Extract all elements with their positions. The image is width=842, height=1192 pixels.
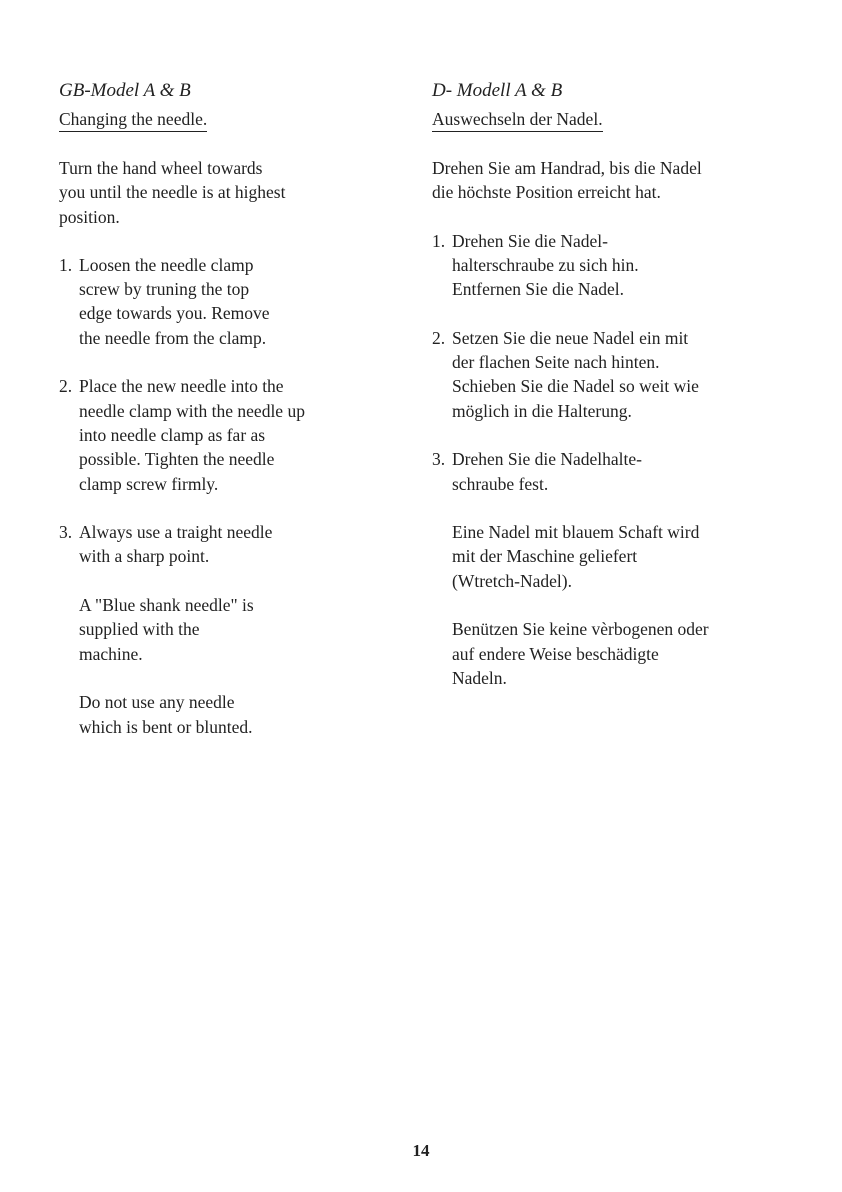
intro-text-en: Turn the hand wheel towards you until the needle is at highest position. — [59, 158, 286, 227]
step-item — [59, 374, 307, 495]
model-title-en: GB-Model A & B — [59, 80, 191, 101]
steps-list-de — [432, 229, 762, 496]
step-text: Drehen Sie die Nadel-halterschraube zu sich hin. Entfernen Sie die Nadel. — [452, 230, 639, 300]
step-text: Loosen the needle clamp screw by truning the top edge towards you. Remove the needle from the clamp. — [79, 254, 270, 348]
step-item — [59, 253, 277, 350]
intro-text-de: Drehen Sie am Handrad, bis die Nadel die höchste Position erreicht hat. — [432, 158, 702, 203]
note-text: Benützen Sie keine vèrbogenen oder auf endere Weise beschädigte Nadeln. — [452, 619, 709, 688]
note-text: A "Blue shank needle" is supplied with the machine. — [79, 595, 254, 664]
step-text: Always use a traight needle with a sharp point. — [79, 522, 273, 567]
step-item — [432, 229, 687, 302]
step-text: Place the new needle into the needle clamp with the needle up into needle clamp as far as possible. Tighten the needle clamp screw firmly. — [79, 376, 305, 494]
step-text: Drehen Sie die Nadelhalte-schraube fest. — [452, 449, 642, 494]
steps-list-en — [59, 253, 389, 569]
step-number: 1. — [432, 230, 446, 251]
note-text: Do not use any needle which is bent or blunted. — [79, 692, 253, 737]
note-text: Eine Nadel mit blauem Schaft wird mit der Maschine geliefert (Wtretch-Nadel). — [452, 522, 700, 591]
step-number: 2. — [432, 327, 446, 348]
section-title-en: Changing the needle. — [59, 108, 207, 132]
step-text: Setzen Sie die neue Nadel ein mit der flachen Seite nach hinten. Schieben Sie die Nadel so weit wie möglich in die Halterung. — [452, 327, 699, 421]
section-title-de: Auswechseln der Nadel. — [432, 108, 603, 132]
english-column — [59, 78, 389, 763]
page-number: 14 — [412, 1141, 430, 1160]
step-item — [432, 326, 712, 423]
step-item — [432, 447, 687, 496]
step-number: 3. — [432, 449, 446, 470]
step-number: 3. — [59, 522, 73, 543]
step-number: 2. — [59, 376, 73, 397]
step-number: 1. — [59, 254, 73, 275]
step-item — [59, 520, 293, 569]
model-title-de: D- Modell A & B — [432, 80, 563, 101]
german-column — [432, 78, 762, 715]
